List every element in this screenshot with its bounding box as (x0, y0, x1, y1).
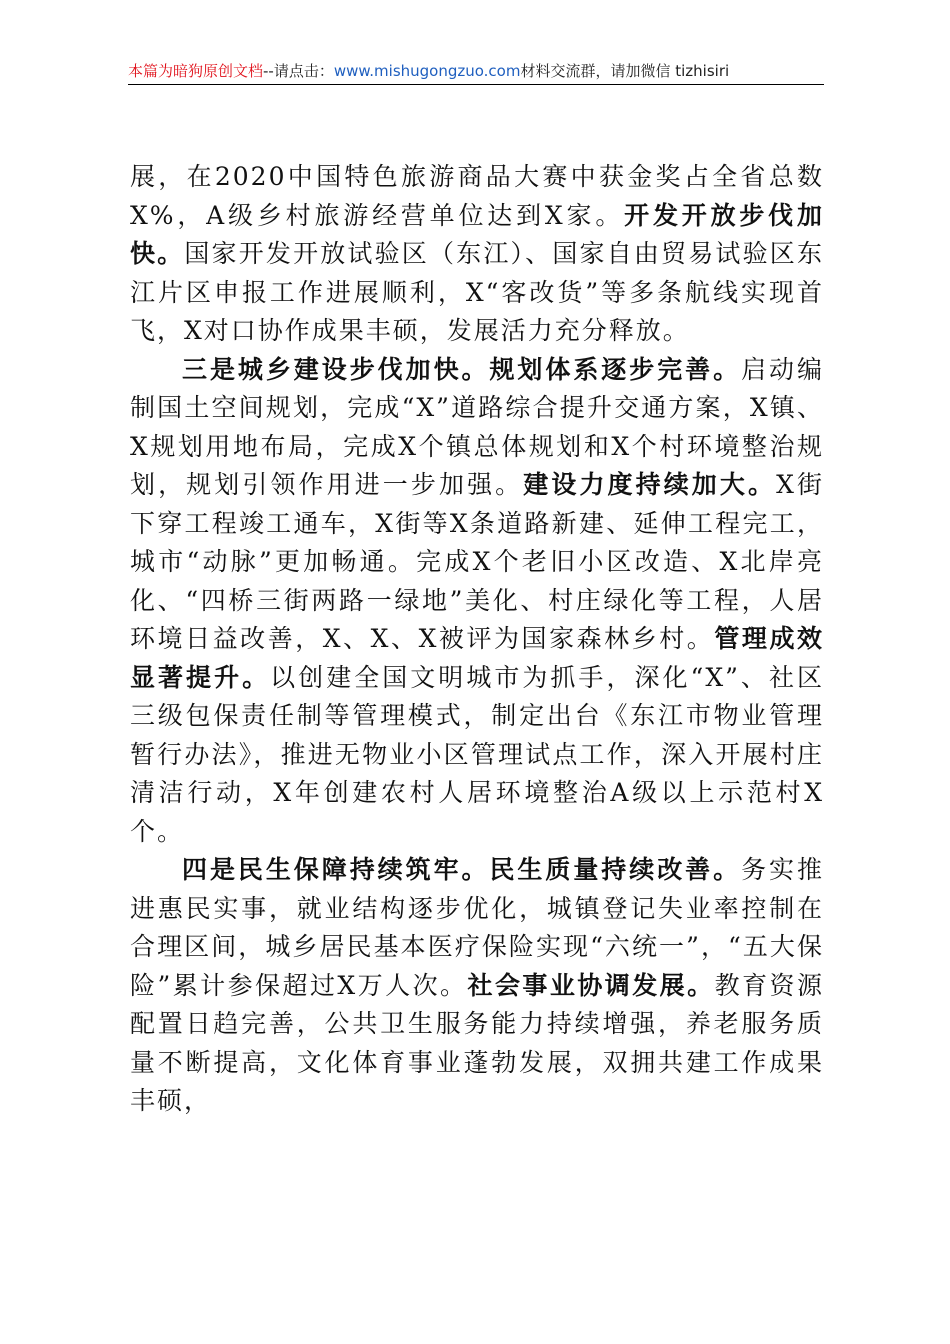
header-link[interactable]: www.mishugongzuo.com (333, 62, 521, 80)
body-text: 展，在2020中国特色旅游商品大赛中获金奖占全省总数X%，A级乡村旅游经营单位达到X家。 (130, 162, 825, 230)
bold-heading: 规划体系逐步完善。 (489, 354, 742, 384)
body-text: 务实推进惠民实事，就业结构逐步优化，城镇登记失业率控制在合理区间，城乡居民基本医疗保险实现“六统一”，“五大保险”累计参保超过X万人次。 (130, 855, 824, 1000)
bold-heading: 社会事业协调发展。 (467, 970, 715, 1000)
bold-heading: 民生质量持续改善。 (489, 855, 742, 884)
document-body (130, 158, 824, 1121)
paragraph-tourism (130, 158, 824, 351)
body-text: 国家开发开放试验区（东江）、国家自由贸易试验区东江片区申报工作进展顺利，X“客改货”等多条航线实现首飞，X对口协作成果丰硕，发展活力充分释放。 (130, 239, 824, 345)
header-title: 本篇为暗狗原创文档 (128, 62, 264, 80)
bold-heading: 建设力度持续加大。 (523, 470, 777, 499)
page-header (128, 60, 824, 82)
body-text: 启动编制国土空间规划，完成“X”道路综合提升交通方案，X镇、X规划用地布局，完成X个镇总体规划和X个村环境整治规划，规划引领作用进一步加强。 (130, 354, 824, 499)
paragraph-livelihood (130, 851, 824, 1121)
section-heading: 四是民生保障持续筑牢。 (182, 855, 490, 884)
body-text: 教育资源配置日趋完善，公共卫生服务能力持续增强，养老服务质量不断提高，文化体育事业蓬勃发展，双拥共建工作成果丰硕， (130, 970, 824, 1115)
body-text: X街下穿工程竣工通车，X街等X条道路新建、延伸工程完工，城市“动脉”更加畅通。完成X个老旧小区改造、X北岸亮化、“四桥三街两路一绿地”美化、村庄绿化等工程，人居环境日益改善，X、X、X被评为国家森林乡村。 (130, 470, 824, 653)
paragraph-urban-rural (130, 351, 824, 852)
header-prompt: --请点击： (263, 62, 334, 80)
header-note: 材料交流群，请加微信 tizhisiri (520, 62, 730, 80)
bold-heading: 开发开放步伐加快。 (130, 200, 824, 268)
bold-heading: 管理成效显著提升。 (130, 624, 824, 692)
section-heading: 三是城乡建设步伐加快。 (182, 354, 490, 384)
header-divider (128, 84, 824, 85)
body-text: 以创建全国文明城市为抓手，深化“X”、社区三级包保责任制等管理模式，制定出台《东江市物业管理暂行办法》，推进无物业小区管理试点工作，深入开展村庄清洁行动，X年创建农村人居环境整治A级以上示范村X个。 (130, 662, 824, 846)
